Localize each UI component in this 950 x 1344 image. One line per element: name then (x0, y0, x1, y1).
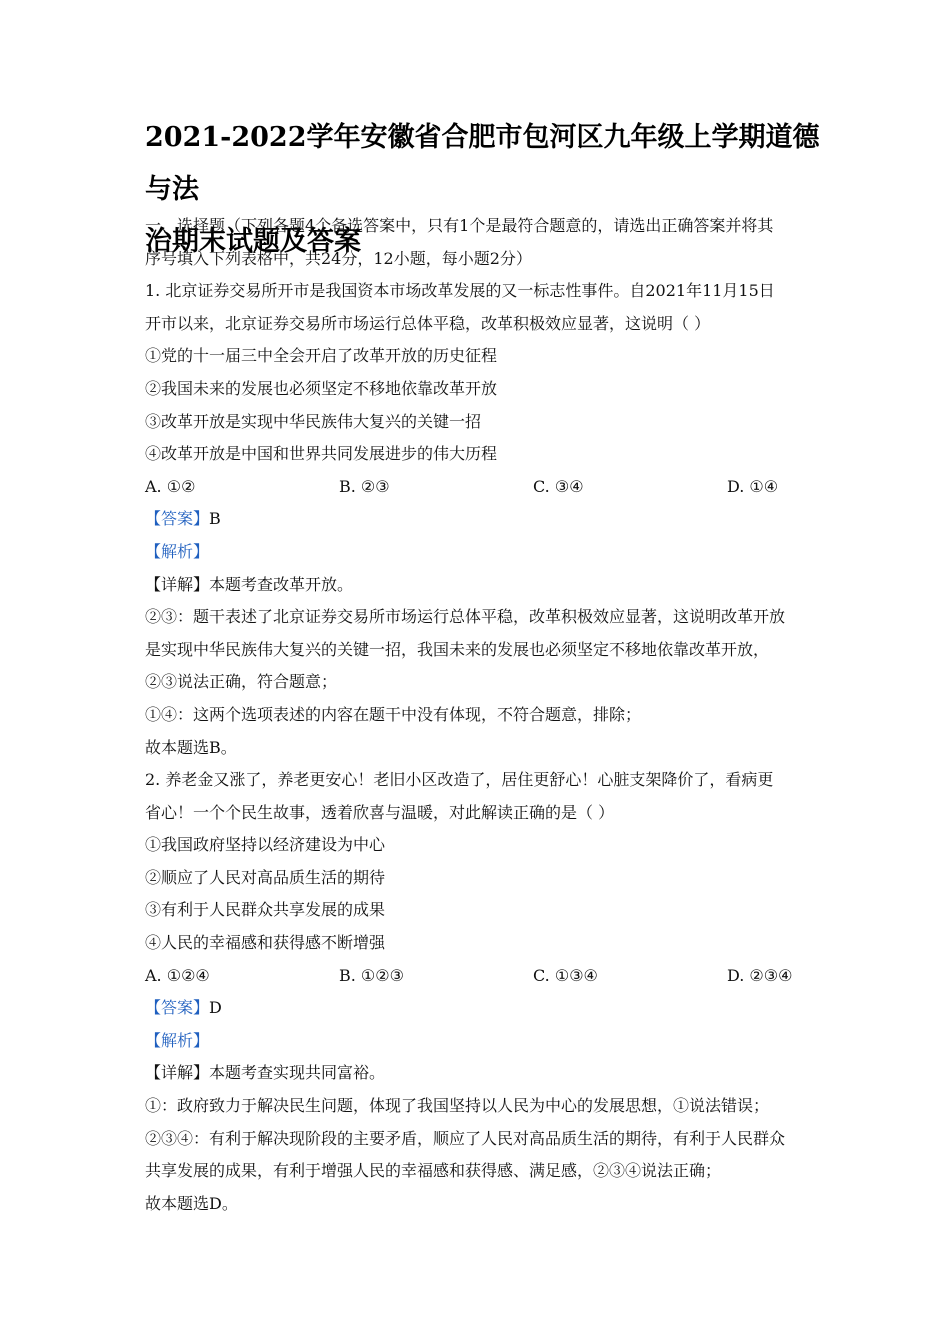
section-instruction: 一、选择题（下列各题4个备选答案中，只有1个是最符合题意的，请选出正确答案并将其 (145, 216, 774, 235)
section-instruction: 序号填入下列表格中，共24分，12小题，每小题2分） (145, 248, 532, 268)
title-line-2: 治期末试题及答案 (145, 226, 361, 257)
option-c: C. ③④ (533, 476, 584, 496)
detail-text: 本题考查改革开放。 (209, 574, 354, 594)
explanation-line: ②③④：有利于解决现阶段的主要矛盾，顺应了人民对高品质生活的期待，有利于人民群众 (145, 1128, 786, 1148)
question-stem: 省心！一个个民生故事，透着欣喜与温暖，对此解读正确的是（ ） (145, 802, 615, 822)
analysis-tag: 【解析】 (145, 1030, 210, 1050)
answer-line (145, 503, 815, 536)
detail-tag: 【详解】 (145, 574, 210, 594)
statement: ②我国未来的发展也必须坚定不移地依靠改革开放 (145, 378, 498, 398)
option-d: D. ①④ (727, 476, 779, 496)
explanation-line: ②③说法正确，符合题意； (145, 672, 338, 692)
option-b: B. ①②③ (339, 965, 404, 985)
explanation-line: 故本题选D。 (145, 1193, 238, 1213)
answer-value: D (209, 998, 222, 1018)
statement: ③有利于人民群众共享发展的成果 (145, 900, 386, 920)
options-row (145, 471, 815, 504)
answer-value: B (209, 509, 221, 529)
question-stem: 1. 北京证券交易所开市是我国资本市场改革发展的又一标志性事件。自2021年11月15日 (145, 281, 775, 301)
answer-tag: 【答案】 (145, 509, 210, 529)
option-d: D. ②③④ (727, 965, 793, 985)
option-c: C. ①③④ (533, 965, 598, 985)
explanation-line: 是实现中华民族伟大复兴的关键一招，我国未来的发展也必须坚定不移地依靠改革开放， (145, 639, 770, 659)
detail-text: 本题考查实现共同富裕。 (209, 1063, 386, 1083)
option-b: B. ②③ (339, 476, 390, 496)
detail-line (145, 569, 815, 602)
explanation-line: ①：政府致力于解决民生问题，体现了我国坚持以人民为中心的发展思想，①说法错误； (145, 1096, 770, 1116)
explanation-line: ①④：这两个选项表述的内容在题干中没有体现，不符合题意，排除； (145, 704, 642, 724)
explanation-line: 共享发展的成果，有利于增强人民的幸福感和获得感、满足感，②③④说法正确； (145, 1161, 722, 1181)
explanation-line: ②③：题干表述了北京证券交易所市场运行总体平稳，改革积极效应显著，这说明改革开放 (145, 607, 786, 627)
question-stem: 开市以来，北京证券交易所市场运行总体平稳，改革积极效应显著，这说明（ ） (145, 313, 711, 333)
detail-line (145, 1057, 815, 1090)
options-row (145, 960, 815, 993)
statement: ②顺应了人民对高品质生活的期待 (145, 867, 386, 887)
statement: ①党的十一届三中全会开启了改革开放的历史征程 (145, 346, 498, 366)
answer-tag: 【答案】 (145, 998, 210, 1018)
analysis-tag: 【解析】 (145, 541, 210, 561)
analysis-line (145, 1025, 815, 1058)
statement: ③改革开放是实现中华民族伟大复兴的关键一招 (145, 411, 482, 431)
option-a: A. ①② (145, 476, 196, 496)
detail-tag: 【详解】 (145, 1063, 210, 1083)
option-a: A. ①②④ (145, 965, 210, 985)
answer-line (145, 992, 815, 1025)
question-1 (145, 275, 815, 764)
title-line-1: 2021-2022学年安徽省合肥市包河区九年级上学期道德与法 (145, 122, 820, 205)
statement: ①我国政府坚持以经济建设为中心 (145, 835, 386, 855)
analysis-line (145, 536, 815, 569)
statement: ④人民的幸福感和获得感不断增强 (145, 933, 386, 953)
question-stem: 2. 养老金又涨了，养老更安心！老旧小区改造了，居住更舒心！心脏支架降价了，看病更 (145, 770, 774, 790)
statement: ④改革开放是中国和世界共同发展进步的伟大历程 (145, 444, 498, 464)
question-2 (145, 764, 815, 1220)
document-body (145, 210, 815, 1220)
explanation-line: 故本题选B。 (145, 737, 237, 757)
